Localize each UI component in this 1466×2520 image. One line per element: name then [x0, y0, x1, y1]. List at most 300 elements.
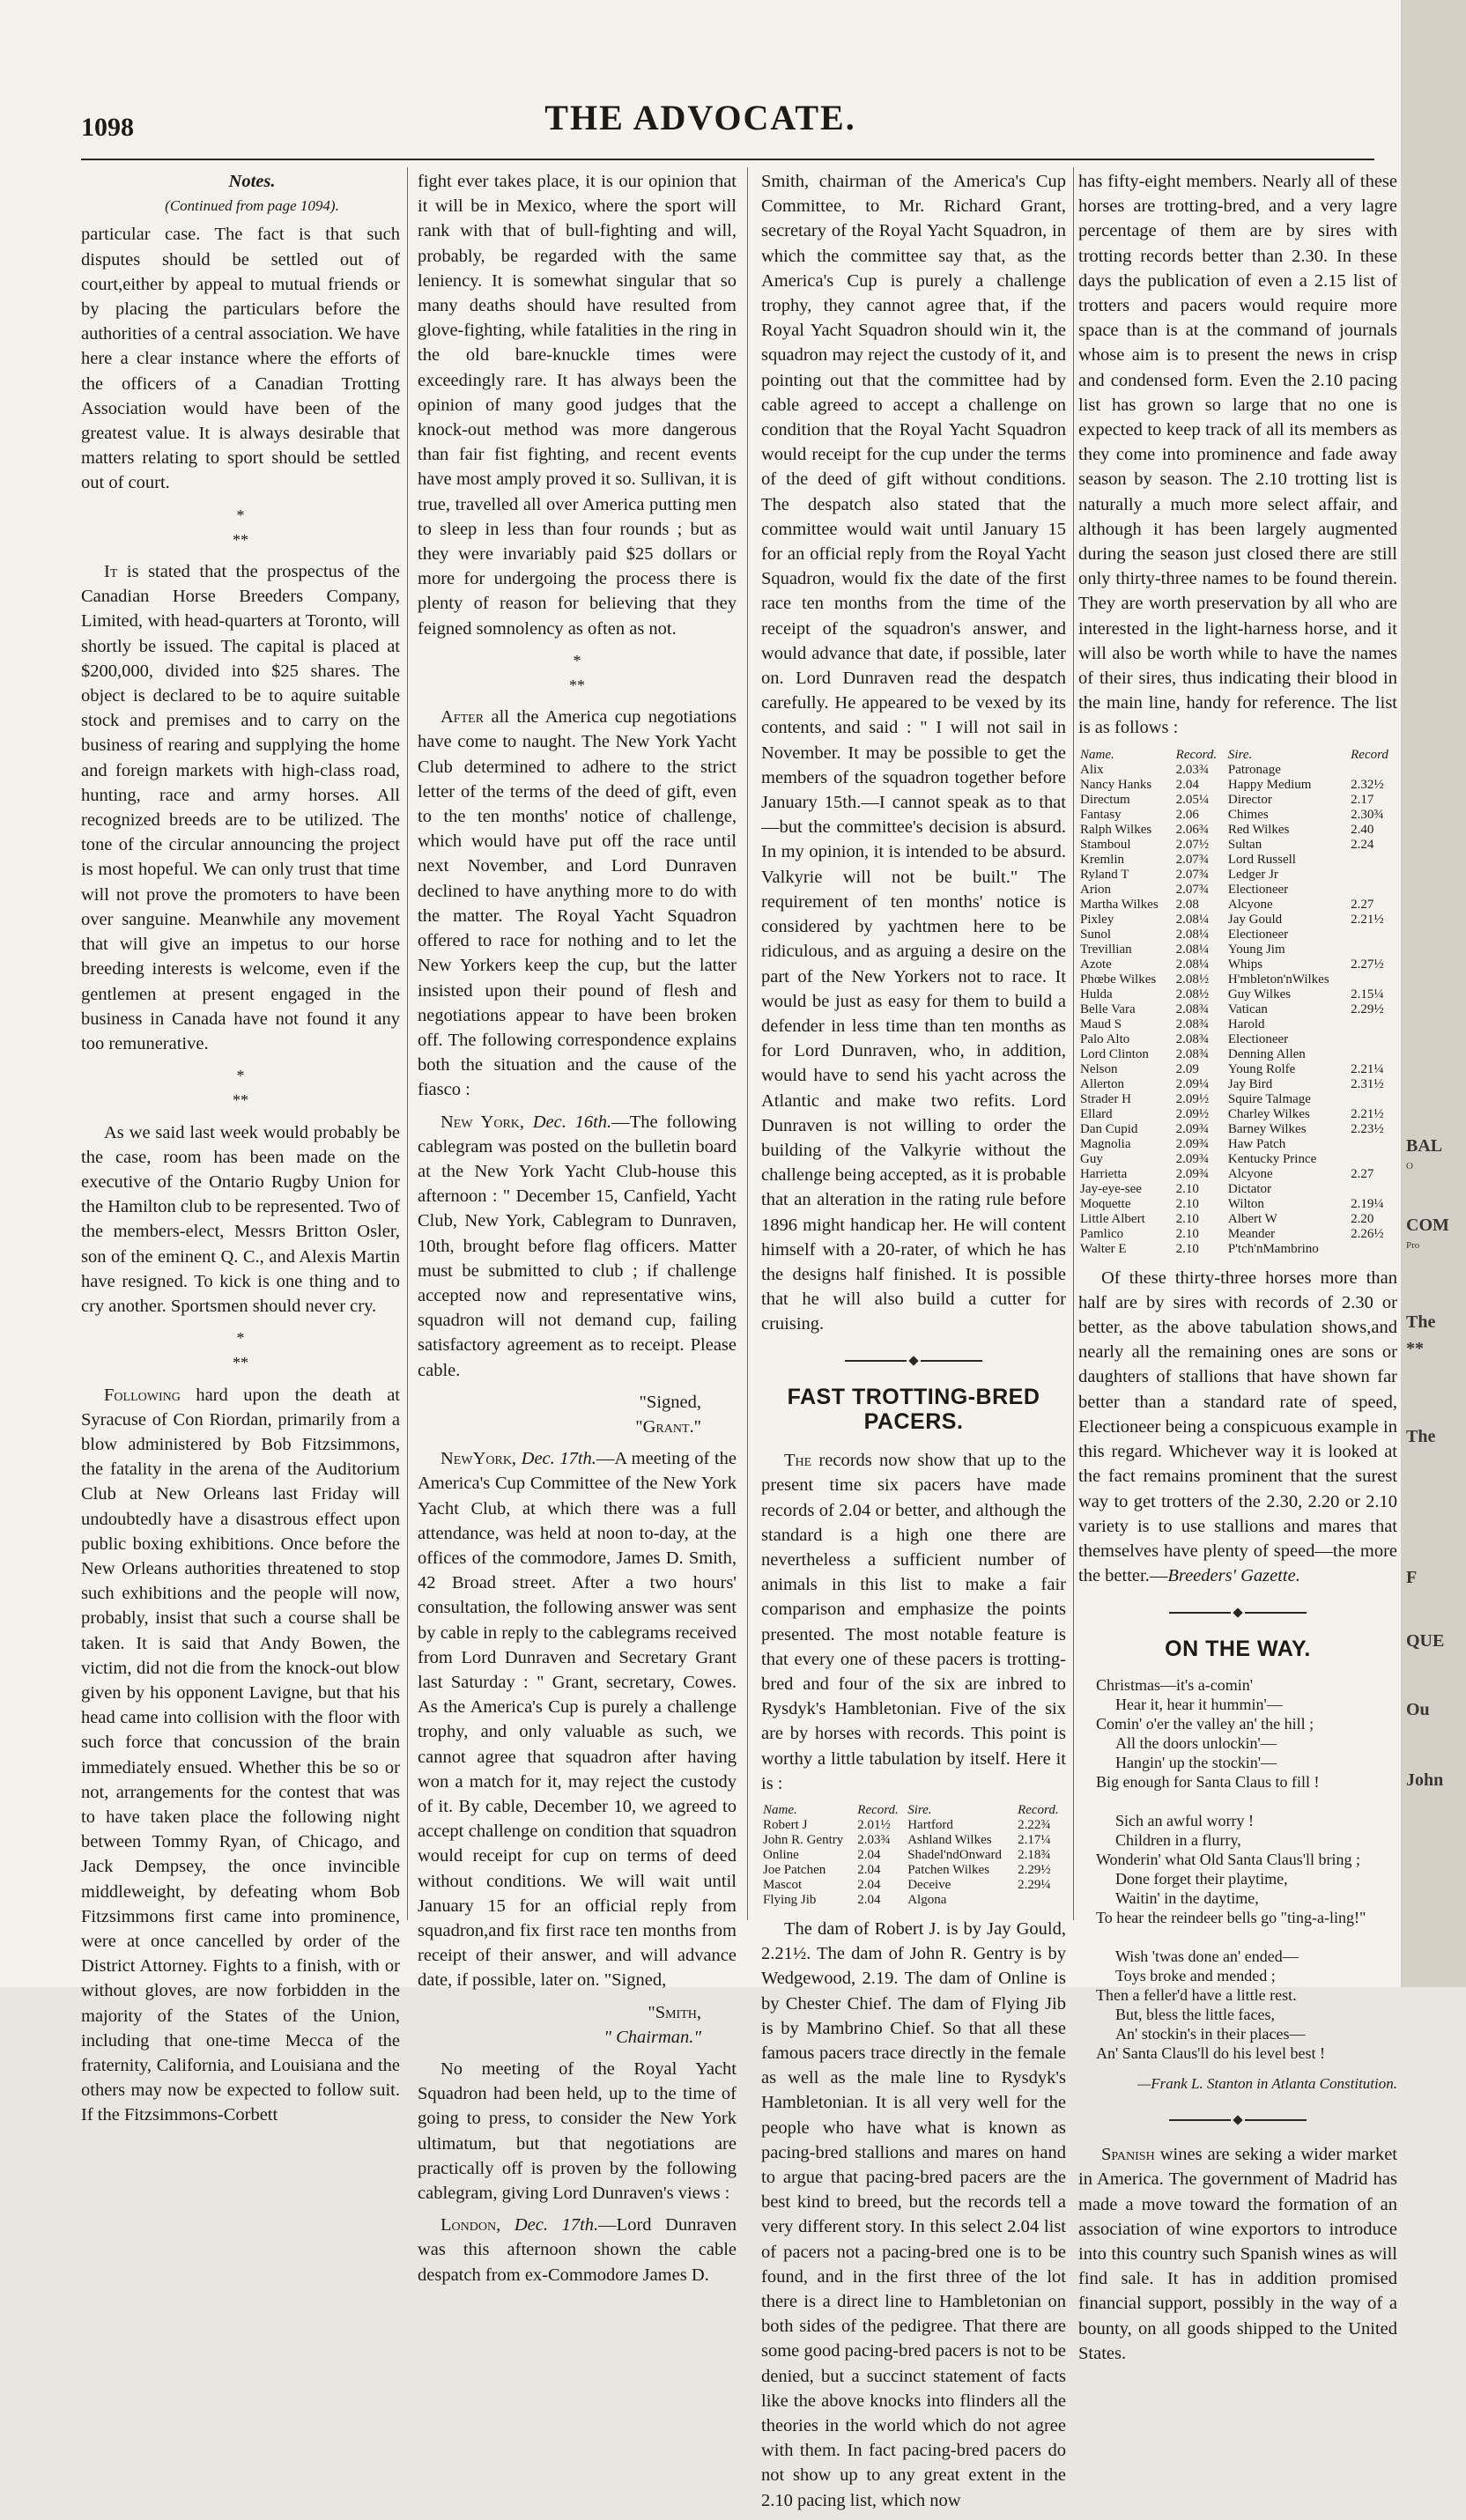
- adjacent-page-text: Pro: [1406, 1240, 1420, 1251]
- table-cell: Ellard: [1080, 1106, 1113, 1121]
- table-row: [1078, 957, 1397, 972]
- table-row: [1078, 1047, 1397, 1062]
- table-cell: Joe Patchen: [763, 1863, 826, 1877]
- table-cell: 2.09¾: [1175, 1166, 1210, 1181]
- table-cell: Guy Wilkes: [1227, 987, 1292, 1001]
- dispatch: [418, 2213, 737, 2287]
- table-cell: Pixley: [1080, 912, 1114, 927]
- column-divider: [407, 167, 408, 1920]
- table-cell: Young Rolfe: [1227, 1061, 1296, 1076]
- table-row: [1078, 972, 1397, 987]
- table-header: Record.: [1018, 1803, 1059, 1817]
- table-cell: 2.29½: [1018, 1863, 1051, 1877]
- table-cell: 2.27: [1351, 1166, 1374, 1181]
- page-number: 1098: [81, 113, 134, 142]
- dispatch-place: New York,: [441, 1112, 525, 1132]
- dispatch-date: Dec. 16th.: [524, 1112, 612, 1132]
- table-cell: 2.27: [1351, 897, 1374, 912]
- table-cell: [1349, 1242, 1397, 1257]
- dispatch-text: —The following cablegram was posted on the bulletin board at the New York Yacht Club-house this afternoon : " December 15, Canfield, Yacht Club, New York, Cablegram to Dunraven, 10th, brought before flag officers. Matter must be submitted to club ; if challenge accepted now and representative wins, squadron will not demand cup, failing satisfactory agreement as to receipt. Please cable.: [418, 1112, 737, 1380]
- table-cell: Pamlico: [1080, 1226, 1124, 1241]
- poem-line: Children in a flurry,: [1115, 1830, 1241, 1849]
- column-3: [761, 169, 1066, 2520]
- table-row: [1078, 1182, 1397, 1197]
- table-row: [1078, 793, 1397, 808]
- pacers-table: [761, 1803, 1066, 1908]
- table-cell: 2.22¾: [1018, 1818, 1051, 1832]
- table-cell: Dictator: [1227, 1181, 1272, 1196]
- table-cell: 2.31½: [1351, 1076, 1384, 1091]
- table-cell: 2.24: [1351, 837, 1374, 852]
- table-cell: 2.18¾: [1018, 1848, 1051, 1862]
- table-row: [1078, 898, 1397, 913]
- poem-line: Hear it, hear it hummin'—: [1115, 1695, 1283, 1713]
- table-row: [1078, 1167, 1397, 1182]
- table-cell: [1349, 1182, 1397, 1197]
- paragraph: The dam of Robert J. is by Jay Gould, 2.21½. The dam of John R. Gentry is by Wedgewood, 2.19. The dam of Online is by Chester Chief. The dam of Flying Jib is by Mambrino Chief. So that all these famous pacers trace directly in the female as well as the male line to Rysdyk's Hambletonian. It is all very well for the people who have what is known as pacing-bred stallions and mares on hand to argue that pacing-bred pacers are the best kind to breed, but the records tell a very different story. In this select 2.04 list of pacers not a pacing-bred one is to be found, and in the first three of the lot there is a direct line to Hambletonian on both sides of the pedigree. That there are some good pacing-bred pacers is not to be denied, but a succinct statement of facts like the above knocks into flinders all the theories in the world which do not agree with them. In fact pacing-bred pacers do not show up to any great extent in the 2.10 pacing list, which now: [761, 1919, 1066, 2510]
- table-cell: Harrietta: [1080, 1166, 1128, 1181]
- table-cell: 2.40: [1351, 822, 1374, 837]
- section-title: FAST TROTTING-BRED PACERS.: [787, 1384, 1040, 1434]
- table-cell: H'mbleton'nWilkes: [1227, 972, 1329, 987]
- table-row: [1078, 1017, 1397, 1032]
- table-cell: Ledger Jr: [1227, 867, 1278, 882]
- table-cell: 2.08¾: [1175, 1001, 1210, 1016]
- table-cell: Wilton: [1227, 1196, 1264, 1211]
- table-cell: Sultan: [1227, 837, 1262, 852]
- table-header: Sire.: [907, 1803, 932, 1817]
- header-rule: [81, 159, 1374, 160]
- table-row: [1078, 1122, 1397, 1137]
- poem: [1096, 1675, 1397, 2063]
- table-row: [1078, 927, 1397, 942]
- table-cell: 2.09½: [1175, 1091, 1210, 1106]
- table-cell: Palo Alto: [1080, 1031, 1130, 1046]
- table-cell: 2.07½: [1175, 837, 1210, 852]
- table-cell: 2.10: [1175, 1226, 1199, 1241]
- paragraph: [761, 1448, 1066, 1796]
- paragraph: [1078, 2142, 1397, 2366]
- paragraph: [418, 705, 737, 1102]
- table-cell: Red Wilkes: [1227, 822, 1290, 837]
- table-cell: 2.05¼: [1175, 792, 1210, 807]
- table-cell: 2.10: [1175, 1241, 1199, 1256]
- table-cell: 2.09¾: [1175, 1136, 1210, 1151]
- table-cell: 2.01½: [857, 1818, 891, 1832]
- table-cell: Whips: [1227, 957, 1263, 972]
- asterism: * **: [233, 1329, 248, 1372]
- table-cell: Sunol: [1080, 927, 1112, 942]
- section-title: ON THE WAY.: [1165, 1636, 1311, 1661]
- paragraph-text: wines are seking a wider market in America. The government of Madrid has made a move toward the formation of an association of wine exportors to introduce into this country such Spanish wines as will find sale. It has in addition promised financial support, possibly in the way of a bounty, on all goods shipped to the United States.: [1078, 2145, 1397, 2363]
- table-header: Record.: [1175, 747, 1218, 762]
- table-cell: Deceive: [907, 1878, 951, 1892]
- poem-line: Waitin' in the daytime,: [1115, 1888, 1259, 1907]
- poem-line: An' stockin's in their places—: [1115, 2024, 1306, 2043]
- table-cell: Robert J: [763, 1818, 808, 1832]
- table-cell: 2.09¾: [1175, 1151, 1210, 1166]
- dispatch-text: —A meeting of the America's Cup Committee of the New York Yacht Club, at which there was a full attendance, was held at noon to-day, at the offices of the commodore, James D. Smith, 42 Broad street. After a two hours' consultation, the following answer was sent by cable in reply to the cablegrams received from Lord Dunraven and Secretary Grant last Saturday : " Grant, secretary, Cowes. As the America's Cup is purely a challenge trophy, and only valuable as such, we cannot agree that squadron after having won a match for it, may reject the custody of it. By cable, December 10, we agreed to accept challenge on condition that squadron would receipt for cup on terms of deed without conditions. We will wait until January 15 for an official reply from squadron,and fix first race ten months from receipt of their answer, and will advance date, if possible, later on. "Signed,: [418, 1449, 737, 1991]
- table-row: [1078, 808, 1397, 823]
- table-header: Name.: [1080, 747, 1114, 762]
- table-cell: Electioneer: [1227, 927, 1289, 942]
- table-cell: 2.21¼: [1351, 1061, 1384, 1076]
- table-cell: 2.04: [857, 1848, 881, 1862]
- paragraph-text: all the America cup negotiations have come to naught. The New York Yacht Club determined to adhere to the strict letter of the terms of the deed of gift, even to the ten months' notice of challenge, which would have put off the race until next November, and Lord Dunraven declined to have anything more to do with the matter. The Royal Yacht Squadron offered to race for nothing and to let the New Yorkers keep the cup, but the latter insisted upon their pound of flesh and negotiations appear to have been broken off. The following correspondence explains both the situation and the cause of the fiasco :: [418, 707, 737, 1100]
- table-cell: Fantasy: [1080, 807, 1122, 822]
- table-cell: Magnolia: [1080, 1136, 1131, 1151]
- poem-line: Wonderin' what Old Santa Claus'll bring ;: [1096, 1850, 1360, 1868]
- table-cell: Moquette: [1080, 1196, 1131, 1211]
- table-cell: 2.06: [1175, 807, 1199, 822]
- table-cell: 2.10: [1175, 1181, 1199, 1196]
- table-cell: [1349, 972, 1397, 987]
- table-cell: [1349, 1137, 1397, 1152]
- table-cell: Charley Wilkes: [1227, 1106, 1310, 1121]
- table-cell: [1349, 1032, 1397, 1047]
- table-cell: 2.10: [1175, 1211, 1199, 1226]
- table-cell: 2.32½: [1351, 777, 1384, 792]
- table-cell: Kentucky Prince: [1227, 1151, 1317, 1166]
- table-cell: Squire Talmage: [1227, 1091, 1311, 1106]
- paragraph: As we said last week would probably be the case, room has been made on the executive of the Ontario Rugby Union for the Hamilton club to be represented. Two of the members-elect, Messrs Britton Osler, son of the eminent Q. C., and Alexis Martin have resigned. To kick is one thing and to cry another. Sportsmen should never cry.: [81, 1122, 400, 1316]
- lead-word: Spanish: [1101, 2145, 1155, 2165]
- table-cell: Martha Wilkes: [1080, 897, 1159, 912]
- poem-line: [1096, 1927, 1397, 1947]
- table-cell: [1349, 942, 1397, 957]
- table-cell: Albert W: [1227, 1211, 1277, 1226]
- column-1: [81, 169, 400, 2135]
- table-cell: 2.08¼: [1175, 912, 1210, 927]
- poem-line: Christmas—it's a-comin': [1096, 1675, 1253, 1694]
- table-row: [1078, 1227, 1397, 1242]
- paragraph-text: is stated that the prospectus of the Canadian Horse Breeders Company, Limited, with head-quarters at Toronto, will shortly be issued. The capital is placed at $200,000, divided into $25 shares. The object is declared to be to aquire suitable stock and premises and to carry on the business of rearing and supplying the home and foreign markets with high-class road, hunting, race and army horses. All recognized breeds are to be utilized. The tone of the circular announcing the project is most hopeful. We can only trust that time will not prove the promoters to have been over sanguine. Meanwhile any movement that will give an impetus to our horse breeding interests is welcome, even if the gentlemen at present engaged in the business in Canada have not found it any too remunerative.: [81, 562, 400, 1053]
- table-cell: 2.23½: [1351, 1121, 1384, 1136]
- table-cell: 2.27½: [1351, 957, 1384, 972]
- section-divider: [761, 1348, 1066, 1372]
- table-row: [1078, 763, 1397, 778]
- dispatch-place: NewYork,: [441, 1449, 517, 1469]
- table-cell: Director: [1227, 792, 1272, 807]
- source-credit: Breeders' Gazette.: [1167, 1566, 1300, 1586]
- table-cell: Ralph Wilkes: [1080, 822, 1152, 837]
- table-cell: 2.06¾: [1175, 822, 1210, 837]
- poem-line: Done forget their playtime,: [1115, 1869, 1288, 1888]
- table-cell: [1016, 1893, 1066, 1908]
- table-header: Name.: [763, 1803, 797, 1817]
- table-header: Sire.: [1227, 747, 1253, 762]
- section-divider: [1078, 2107, 1397, 2132]
- lead-word: It: [104, 562, 118, 582]
- table-cell: Mascot: [763, 1878, 803, 1892]
- poem-line: [1096, 1792, 1397, 1811]
- asterism: * **: [233, 1067, 248, 1110]
- signature: "Smith,: [648, 2002, 701, 2022]
- table-cell: 2.10: [1175, 1196, 1199, 1211]
- table-row: [1078, 1077, 1397, 1092]
- poem-line: Hangin' up the stockin'—: [1115, 1753, 1277, 1771]
- table-cell: Ryland T: [1080, 867, 1129, 882]
- table-cell: 2.09¼: [1175, 1076, 1210, 1091]
- table-cell: 2.07¾: [1175, 882, 1210, 897]
- poem-attribution: —Frank L. Stanton in Atlanta Constitution.: [1137, 2074, 1397, 2092]
- dispatch-text: —Lord Dunraven was this afternoon shown the cable despatch from ex-Commodore James D.: [418, 2215, 737, 2285]
- table-cell: 2.08¾: [1175, 1016, 1210, 1031]
- paragraph-text: Of these thirty-three horses more than half are by sires with records of 2.30 or better, as the above tabulation shows,and nearly all the remaining ones are sons or daughters of stallions that have shown far better than a standard rate of speed, Electioneer being a conspicuous example in this regard. Whichever way it is looked at the fact remains prominent that the surest way to get trotters of the 2.30, 2.20 or 2.10 variety is to use stallions and mares that themselves have plenty of speed—the more the better.—: [1078, 1267, 1397, 1586]
- table-cell: [1349, 1047, 1397, 1062]
- table-cell: Strader H: [1080, 1091, 1131, 1106]
- adjacent-page-text: Ou: [1406, 1700, 1430, 1719]
- table-cell: John R. Gentry: [763, 1833, 844, 1847]
- table-cell: 2.29¼: [1018, 1878, 1051, 1892]
- table-cell: Barney Wilkes: [1227, 1121, 1307, 1136]
- table-cell: Happy Medium: [1227, 777, 1312, 792]
- table-cell: Little Albert: [1080, 1211, 1145, 1226]
- poem-line: Sich an awful worry !: [1115, 1811, 1254, 1829]
- table-cell: Jay Gould: [1227, 912, 1283, 927]
- table-cell: 2.26½: [1351, 1226, 1384, 1241]
- table-cell: 2.19¼: [1351, 1196, 1384, 1211]
- table-cell: 2.15¼: [1351, 987, 1384, 1001]
- paragraph: has fifty-eight members. Nearly all of these horses are trotting-bred, and a very lagre percentage of them are by sires with trotting records better than 2.30. In these days the publication of even a 2.15 list of trotters and pacers would require more space than is at the command of journals whose aim is to present the news in crisp and condensed form. Even the 2.10 pacing list has grown so large that no one is expected to keep track of all its members as they come into prominence and fade away season by season. The 2.10 trotting list is naturally a much more select affair, and although it has been largely augmented during the season just closed there are still only thirty-three names to be found therein. They are worth preservation by all who are interested in the light-harness horse, and it will also be worth while to have the names of their sires, thus indicating their blood in the main line, handy for reference. The list is as follows :: [1078, 172, 1397, 738]
- table-row: [1078, 1032, 1397, 1047]
- table-row: [761, 1863, 1066, 1878]
- table-cell: Maud S: [1080, 1016, 1122, 1031]
- dispatch-place: London,: [441, 2215, 501, 2235]
- poem-line: Then a feller'd have a little rest.: [1096, 1985, 1297, 2004]
- paragraph: fight ever takes place, it is our opinion that it will be in Mexico, where the sport will rank with that of bull-fighting and will, probably, be regarded with the same leniency. It is somewhat singular that so many deaths should have resulted from glove-fighting, while fatalities in the ring in the old bare-knuckle times were exceedingly rare. It has always been the opinion of many good judges that the knock-out method was more dangerous than fair fist fighting, and recent events have most amply proved it so. Sullivan, it is true, travelled all over America putting men to sleep in less than four rounds ; but as they were invariably paid $25 dollars or more for undergoing the process there is plenty of reason for believing that they feigned somnolency as often as not.: [418, 172, 737, 639]
- table-cell: 2.08½: [1175, 987, 1210, 1001]
- table-row: [1078, 1002, 1397, 1017]
- column-divider: [747, 167, 748, 1920]
- table-cell: Azote: [1080, 957, 1112, 972]
- table-cell: 2.08½: [1175, 972, 1210, 987]
- dispatch: [418, 1446, 737, 1992]
- continued-note: (Continued from page 1094).: [165, 197, 339, 215]
- lead-word: Following: [104, 1385, 181, 1405]
- table-cell: [1349, 853, 1397, 868]
- table-row: [761, 1818, 1066, 1833]
- table-cell: Kremlin: [1080, 852, 1124, 867]
- table-row: [1078, 1092, 1397, 1107]
- table-cell: Harold: [1227, 1016, 1265, 1031]
- table-cell: 2.17¼: [1018, 1833, 1051, 1847]
- table-cell: Young Jim: [1227, 942, 1285, 957]
- table-cell: Flying Jib: [763, 1893, 817, 1907]
- table-row: [761, 1878, 1066, 1893]
- table-cell: Guy: [1080, 1151, 1103, 1166]
- table-cell: 2.30¾: [1351, 807, 1384, 822]
- table-row: [1078, 838, 1397, 853]
- paragraph: Smith, chairman of the America's Cup Committee, to Mr. Richard Grant, secretary of the Royal Yacht Squadron, in which the committee say that, as the America's Cup is purely a challenge trophy, they cannot agree that, if the Royal Yacht Squadron should win it, the squadron may reject the custody of it, and pointing out that the committee had by cable agreed to accept a challenge on condition that the Royal Yacht Squadron would receipt for the cup under the terms of the deed of gift without conditions. The despatch also stated that the committee would wait until January 15 for an official reply from the Royal Yacht Squadron, would fix the date of the first race ten months from the time of the receipt of the squadron's answer, and would advance that date, if possible, later on. Lord Dunraven read the despatch carefully. He appeared to be vexed by its contents, and said : " I will not sail in November. It may be possible to get the members of the squadron together before January 15th.—I cannot speak as to that —but the committee's decision is absurd. In my opinion, it is intended to be absurd. Valkyrie will not be built." The requirement of ten months' notice is considered by yachtmen here to be ridiculous, and as arguing a desire on the part of the New Yorkers not to race. It would be just as easy for them to build a defender in less time than ten months as for Lord Dunraven, who, in addition, would have to send his yacht across the Atlantic and make two refits. Lord Dunraven is not willing to order the building of the Valkyrie without the challenge being accepted, as it is probable that an alteration in the rating rule before 1896 might handicap her. He will content himself with a 20-rater, of which he has the designs half finished. It is possible that he will also build a cutter for cruising.: [761, 172, 1066, 1334]
- table-cell: Trevillian: [1080, 942, 1132, 957]
- table-cell: Alcyone: [1227, 897, 1273, 912]
- table-cell: Hulda: [1080, 987, 1113, 1001]
- table-cell: Dan Cupid: [1080, 1121, 1138, 1136]
- table-cell: Ashland Wilkes: [907, 1833, 992, 1847]
- table-cell: 2.09¾: [1175, 1121, 1210, 1136]
- table-cell: Electioneer: [1227, 1031, 1289, 1046]
- table-cell: Shadel'ndOnward: [907, 1848, 1003, 1862]
- table-cell: 2.04: [857, 1878, 881, 1892]
- table-row: [1078, 1242, 1397, 1257]
- table-cell: [1349, 1017, 1397, 1032]
- table-row: [1078, 853, 1397, 868]
- paragraph: particular case. The fact is that such disputes should be settled out of court,either by appeal to mutual friends or by placing the particulars before the authorities of a central association. We have here a clear instance where the efforts of the officers of a Canadian Trotting Association would have been of the greatest value. It is always desirable that matters relating to sport should be settled out of court.: [81, 225, 400, 493]
- table-cell: 2.21½: [1351, 912, 1384, 927]
- table-cell: Lord Clinton: [1080, 1046, 1149, 1061]
- paragraph: [81, 1383, 400, 2128]
- signature: "Grant.": [635, 1416, 701, 1437]
- poem-line: To hear the reindeer bells go "ting-a-ling!": [1096, 1908, 1366, 1926]
- adjacent-page-text: BAL: [1406, 1136, 1443, 1156]
- section-divider: [1078, 1599, 1397, 1623]
- table-row: [1078, 987, 1397, 1002]
- table-cell: [1349, 868, 1397, 883]
- column-2: [418, 169, 737, 2295]
- table-cell: Jay-eye-see: [1080, 1181, 1142, 1196]
- table-cell: 2.08¼: [1175, 942, 1210, 957]
- paragraph: [81, 559, 400, 1056]
- asterism: * **: [233, 506, 248, 549]
- table-cell: Walter E: [1080, 1241, 1127, 1256]
- lead-word: After: [441, 707, 485, 728]
- table-cell: Jay Bird: [1227, 1076, 1273, 1091]
- lead-word: The: [784, 1451, 812, 1471]
- column-divider: [1073, 167, 1074, 1920]
- table-cell: Arion: [1080, 882, 1111, 897]
- table-row: [1078, 1107, 1397, 1122]
- poem-line: Big enough for Santa Claus to fill !: [1096, 1772, 1320, 1791]
- table-cell: Lord Russell: [1227, 852, 1296, 867]
- dispatch-date: Dec. 17th.: [500, 2215, 599, 2235]
- table-cell: Allerton: [1080, 1076, 1124, 1091]
- table-row: [1078, 1152, 1397, 1167]
- masthead: THE ADVOCATE.: [544, 98, 856, 137]
- adjacent-page-text: The: [1406, 1312, 1436, 1332]
- table-cell: 2.04: [1175, 777, 1199, 792]
- table-row: [1078, 778, 1397, 793]
- table-cell: Hartford: [907, 1818, 953, 1832]
- table-cell: Stamboul: [1080, 837, 1131, 852]
- table-cell: [1349, 883, 1397, 898]
- table-cell: Algona: [907, 1893, 947, 1907]
- poem-line: Toys broke and mended ;: [1115, 1966, 1276, 1984]
- table-cell: 2.07¾: [1175, 852, 1210, 867]
- table-cell: Vatican: [1227, 1001, 1268, 1016]
- poem-line: An' Santa Claus'll do his level best !: [1096, 2043, 1325, 2062]
- table-cell: 2.09: [1175, 1061, 1199, 1076]
- table-cell: 2.17: [1351, 792, 1374, 807]
- poem-line: Wish 'twas done an' ended—: [1115, 1947, 1299, 1965]
- paragraph-text: hard upon the death at Syracuse of Con Riordan, primarily from a blow administered by Bob Fitzsimmons, the fatality in the arena of the Auditorium Club at New Orleans last Friday will undoubtedly have a disastrous effect upon public boxing exhibitions. Once before the New Orleans authorities threatened to stop such exhibitions and the people will now, probably, insist that such a course shall be taken. It is said that Andy Bowen, the victim, did not die from the knock-out blow given by his opponent Lavigne, but that his head came into collision with the floor with such force that concussion of the brain immediately ensued. Whether this be so or not, arrangements for the contest that was to have taken place the following night between Tommy Ryan, of Chicago, and Jack Dempsey, the once invincible middleweight, by defeating whom Bob Fitzsimmons first came into prominence, were at once cancelled by order of the District Attorney. Fights to a finish, with or without gloves, are now forbidden in the majority of the States of the Union, including that one-time Mecca of the fraternity, California, and Louisiana and the others may now be expected to follow suit. If the Fitzsimmons-Corbett: [81, 1385, 400, 2125]
- poem-line: Comin' o'er the valley an' the hill ;: [1096, 1714, 1314, 1733]
- table-cell: 2.03¾: [857, 1833, 891, 1847]
- page-gutter: [1401, 0, 1466, 1987]
- table-cell: Denning Allen: [1227, 1046, 1306, 1061]
- table-cell: Alcyone: [1227, 1166, 1273, 1181]
- table-cell: 2.21½: [1351, 1106, 1384, 1121]
- table-row: [1078, 942, 1397, 957]
- table-row: [1078, 883, 1397, 898]
- table-cell: [1349, 1152, 1397, 1167]
- table-cell: 2.08¾: [1175, 1031, 1210, 1046]
- table-row: [761, 1893, 1066, 1908]
- dispatch: [418, 1110, 737, 1383]
- adjacent-page-text: O: [1406, 1161, 1413, 1171]
- dispatch-date: Dec. 17th.: [516, 1449, 596, 1469]
- table-cell: Online: [763, 1848, 799, 1862]
- paragraph: [1078, 1266, 1397, 1589]
- table-cell: [1349, 1092, 1397, 1107]
- table-cell: Directum: [1080, 792, 1130, 807]
- table-cell: 2.08¼: [1175, 957, 1210, 972]
- poem-line: All the doors unlockin'—: [1115, 1733, 1277, 1752]
- table-cell: Phœbe Wilkes: [1080, 972, 1157, 987]
- table-row: [1078, 1212, 1397, 1227]
- table-cell: Haw Patch: [1227, 1136, 1286, 1151]
- paragraph: No meeting of the Royal Yacht Squadron had been held, up to the time of going to press, to consider the New York ultimatum, but that negotiations are practically off is proven by the following cablegram, giving Lord Dunraven's views :: [418, 2059, 737, 2204]
- trotters-table: [1078, 748, 1397, 1257]
- table-row: [1078, 913, 1397, 927]
- table-cell: 2.08: [1175, 897, 1199, 912]
- table-row: [761, 1848, 1066, 1863]
- table-row: [1078, 1137, 1397, 1152]
- adjacent-page-text: QUE: [1406, 1631, 1445, 1651]
- table-cell: 2.04: [857, 1893, 881, 1907]
- table-cell: 2.20: [1351, 1211, 1374, 1226]
- table-row: [1078, 1197, 1397, 1212]
- table-cell: 2.03¾: [1175, 762, 1210, 777]
- poem-line: But, bless the little faces,: [1115, 2005, 1275, 2023]
- table-cell: Electioneer: [1227, 882, 1289, 897]
- table-cell: Belle Vara: [1080, 1001, 1136, 1016]
- table-cell: 2.07¾: [1175, 867, 1210, 882]
- table-cell: Patchen Wilkes: [907, 1863, 990, 1877]
- table-header: Record.: [857, 1803, 899, 1817]
- table-cell: Meander: [1227, 1226, 1276, 1241]
- adjacent-page-text: F: [1406, 1568, 1418, 1587]
- column-4: [1078, 169, 1397, 2373]
- table-cell: [1349, 927, 1397, 942]
- table-row: [761, 1833, 1066, 1848]
- table-row: [1078, 868, 1397, 883]
- table-row: [1078, 823, 1397, 838]
- adjacent-page-text: The: [1406, 1427, 1436, 1446]
- table-cell: 2.09½: [1175, 1106, 1210, 1121]
- adjacent-page-text: **: [1406, 1339, 1424, 1358]
- table-cell: Chimes: [1227, 807, 1269, 822]
- signature: " Chairman.": [603, 2027, 701, 2047]
- notes-heading: Notes.: [228, 172, 276, 191]
- table-cell: Patronage: [1227, 762, 1281, 777]
- table-cell: 2.08¾: [1175, 1046, 1210, 1061]
- adjacent-page-text: John: [1406, 1770, 1444, 1790]
- table-cell: Alix: [1080, 762, 1104, 777]
- table-cell: 2.04: [857, 1863, 881, 1877]
- table-cell: [1349, 763, 1397, 778]
- table-cell: P'tch'nMambrino: [1227, 1241, 1319, 1256]
- table-cell: Nelson: [1080, 1061, 1118, 1076]
- paragraph-text: records now show that up to the present time six pacers have made records of 2.04 or better, and although the standard is a high one there are nevertheless a sufficient number of animals in this list to make a fair comparison and emphasize the points presented. The most notable feature is that every one of these pacers is trotting-bred and four of the six are inbred to Rysdyk's Hambletonian. Five of the six are by horses with records. This point is worthy a little tabulation by itself. Here it is :: [761, 1451, 1066, 1793]
- table-header: Record: [1351, 747, 1388, 762]
- adjacent-page-text: COM: [1406, 1216, 1449, 1235]
- table-row: [1078, 1062, 1397, 1077]
- table-cell: 2.08¼: [1175, 927, 1210, 942]
- table-cell: Nancy Hanks: [1080, 777, 1152, 792]
- signature: "Signed,: [639, 1392, 701, 1412]
- asterism: * **: [569, 651, 585, 695]
